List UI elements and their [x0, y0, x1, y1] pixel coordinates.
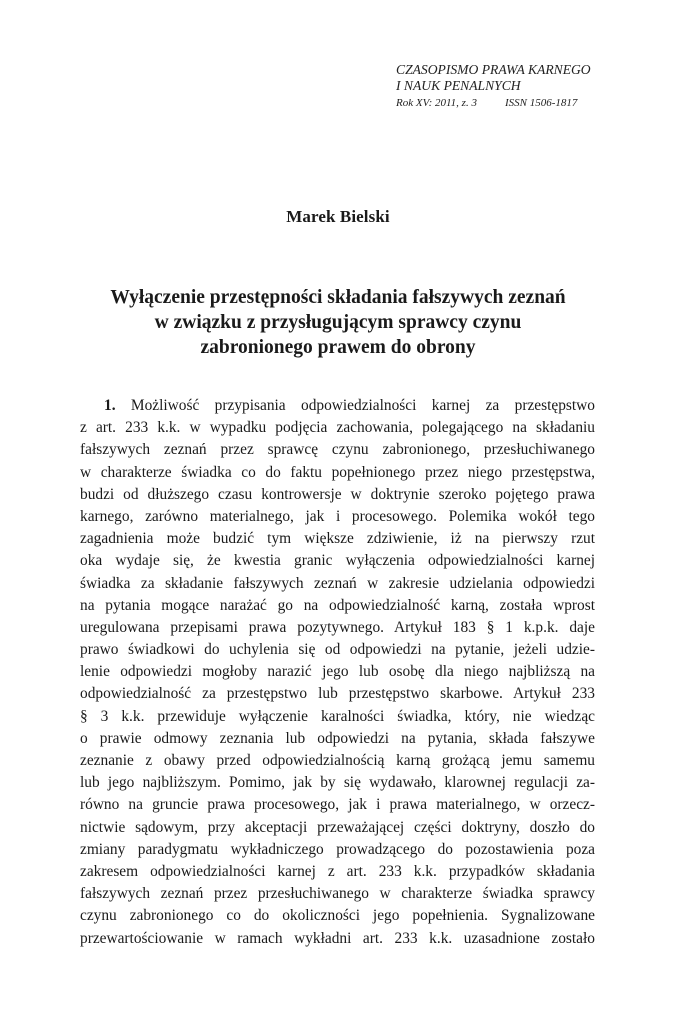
body-line [80, 395, 595, 417]
body-line-text: Możliwość przypisania odpowiedzialności karnej za przestępstwo [130, 397, 595, 414]
journal-name-line1: CZASOPISMO PRAWA KARNEGO [396, 62, 591, 77]
body-line: karnego, zarówno materialnego, jak i procesowego. Polemika wokół tego [80, 507, 595, 525]
body-line: z art. 233 k.k. w wypadku podjęcia zachowania, polegającego na składaniu [80, 419, 595, 437]
body-line: zakresem odpowiedzialności karnej z art. 233 k.k. przypadków składania [80, 862, 595, 880]
journal-name-line2: I NAUK PENALNYCH [396, 78, 521, 93]
article-author: Marek Bielski [286, 207, 390, 226]
body-line: czynu zabronionego co do okoliczności jego popełnienia. Sygnalizowane [80, 907, 595, 925]
body-line: prawo świadkowi do uchylenia się od odpowiedzi na pytanie, jeżeli udzie- [80, 641, 595, 659]
body-line: o prawie odmowy zeznania lub odpowiedzi na pytania, składa fałszywe [80, 729, 595, 747]
body-line: § 3 k.k. przewiduje wyłączenie karalności świadka, który, nie wiedząc [80, 707, 595, 725]
body-line: świadka za składanie fałszywych zeznań w zakresie udzielania odpowiedzi [80, 574, 595, 592]
body-line: zagadnienia może budzić tym większe zdziwienie, iż na pierwszy rzut [80, 530, 595, 548]
body-line: fałszywych zeznań przez sprawcę czynu zabronionego, przesłuchiwanego [80, 441, 595, 459]
body-line: odpowiedzialność za przestępstwo lub przestępstwo skarbowe. Artykuł 233 [80, 685, 595, 703]
body-line: zeznanie z obawy przed odpowiedzialnością karną grożącą jemu samemu [80, 752, 595, 769]
body-line: budzi od dłuższego czasu kontrowersje w doktrynie szeroko pojętego prawa [80, 485, 595, 503]
body-line: przewartościowanie w ramach wykładni art. 233 k.k. uzasadnione zostało [80, 929, 595, 947]
article-title-line: zabronionego prawem do obrony [200, 337, 476, 358]
journal-header [396, 62, 636, 111]
body-line: fałszywych zeznań przez przesłuchiwanego w charakterze świadka sprawcy [80, 885, 595, 903]
body-line: zmiany paradygmatu wykładniczego prowadzącego do pozostawienia poza [80, 840, 595, 858]
article-title-line: Wyłączenie przestępności składania fałszywych zeznań [110, 287, 566, 308]
article-title [74, 285, 602, 360]
article-title-line: w związku z przysługującym sprawcy czynu [154, 312, 522, 333]
body-line: lub jego najbliższym. Pomimo, jak by się wydawało, klarownej regulacji za- [80, 774, 595, 792]
body-line: oka wydaje się, że kwestia granic wyłączenia odpowiedzialności karnej [80, 552, 595, 570]
body-line: w charakterze świadka co do faktu popełnionego przez niego przestępstwa, [80, 463, 595, 481]
body-line: uregulowana przepisami prawa pozytywnego. Artykuł 183 § 1 k.p.k. daje [80, 618, 595, 636]
body-line: nictwie sądowym, przy akceptacji przeważającej części doktryny, doszło do [80, 818, 595, 836]
journal-meta [396, 95, 636, 111]
article-body [80, 395, 595, 950]
section-number: 1. [104, 397, 116, 414]
body-line: równo na gruncie prawa procesowego, jak i prawa materialnego, w orzecz- [80, 796, 595, 814]
journal-issue: Rok XV: 2011, z. 3 [396, 97, 477, 109]
body-line: lenie odpowiedzi mogłoby narazić jego lub osobę dla niego najbliższą na [80, 663, 595, 681]
body-line: na pytania mogące narażać go na odpowiedzialność karną, została wprost [80, 596, 595, 614]
journal-issn: ISSN 1506-1817 [504, 97, 578, 109]
